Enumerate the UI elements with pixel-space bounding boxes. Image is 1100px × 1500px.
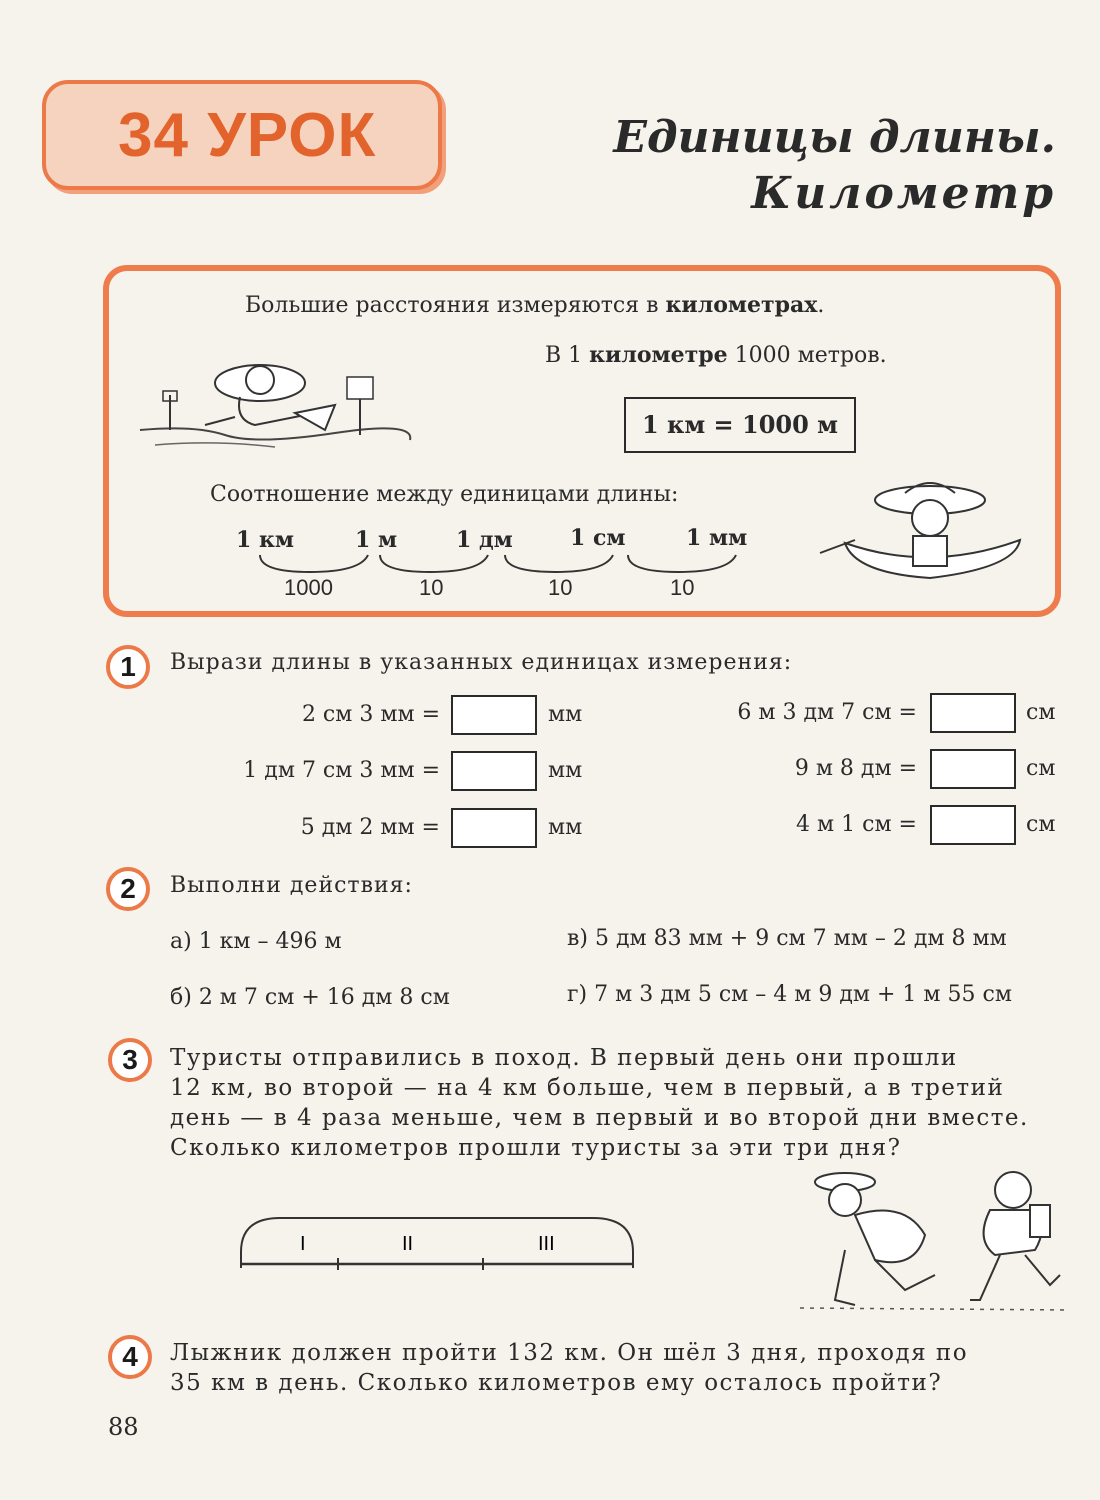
- task-2-item-b: б) 2 м 7 см + 16 дм 8 см: [170, 985, 450, 1010]
- answer-box[interactable]: [451, 695, 537, 735]
- segment-label-2: II: [402, 1233, 414, 1255]
- task-2-item-v: в) 5 дм 83 мм + 9 см 7 мм – 2 дм 8 мм: [567, 926, 1007, 951]
- task-1-right-unit-1: см: [1026, 700, 1056, 725]
- task-2-text: Выполни действия:: [170, 873, 413, 898]
- task-1-left-expr-3: 5 дм 2 мм =: [300, 815, 440, 840]
- factor-m-dm: 10: [419, 575, 444, 600]
- task-3-line-1: Туристы отправились в поход. В первый день они прошли: [170, 1045, 958, 1071]
- task-3-line-4: Сколько километров прошли туристы за эти три дня?: [170, 1135, 902, 1161]
- task-1-left-unit-2: мм: [548, 758, 583, 783]
- task-3-line-2: 12 км, во второй — на 4 км больше, чем в первый, а в третий: [170, 1075, 1005, 1101]
- factor-dm-cm: 10: [548, 575, 573, 600]
- tourists-illustration: [795, 1160, 1075, 1320]
- answer-box[interactable]: [930, 693, 1016, 733]
- task-1-right-expr-3: 4 м 1 см =: [796, 812, 917, 837]
- rule-line-2-text: В 1: [545, 343, 590, 368]
- relation-title: Соотношение между единицами длины:: [210, 482, 679, 507]
- segment-diagram: [235, 1212, 640, 1277]
- answer-box[interactable]: [451, 751, 537, 791]
- task-1-left-unit-3: мм: [548, 815, 583, 840]
- task-2-item-a: а) 1 км – 496 м: [170, 929, 342, 954]
- task-1-right-unit-3: см: [1026, 812, 1056, 837]
- factor-cm-mm: 10: [670, 575, 695, 600]
- task-1-left-expr-1: 2 см 3 мм =: [301, 702, 440, 727]
- task-1-right-expr-2: 9 м 8 дм =: [794, 756, 917, 781]
- answer-box[interactable]: [930, 805, 1016, 845]
- rule-line-1-text: Большие расстояния измеряются в: [245, 293, 666, 318]
- formula-box: 1 км = 1000 м: [624, 397, 856, 453]
- task-3-line-3: день — в 4 раза меньше, чем в первый и во второй дни вместе.: [170, 1105, 1029, 1131]
- task-1-left-unit-1: мм: [548, 702, 583, 727]
- cat-sled-illustration: [815, 478, 1040, 598]
- task-1-number: 1: [106, 645, 150, 689]
- task-1-right-expr-1: 6 м 3 дм 7 см =: [737, 700, 917, 725]
- task-2-item-g: г) 7 м 3 дм 5 см – 4 м 9 дм + 1 м 55 см: [567, 982, 1012, 1007]
- task-3-number: 3: [108, 1038, 152, 1082]
- rule-line-2-bold: километре: [589, 342, 728, 368]
- task-1-left-expr-2: 1 дм 7 см 3 мм =: [243, 758, 440, 783]
- unit-dm: 1 дм: [456, 527, 513, 553]
- task-4-number: 4: [108, 1335, 152, 1379]
- cat-running-illustration: [135, 335, 415, 465]
- unit-cm: 1 см: [570, 525, 626, 551]
- task-4-line-1: Лыжник должен пройти 132 км. Он шёл 3 дня, проходя по: [170, 1340, 969, 1366]
- rule-line-2: [545, 342, 887, 368]
- unit-mm: 1 мм: [686, 525, 748, 551]
- page-number: 88: [108, 1413, 139, 1441]
- task-1-right-unit-2: см: [1026, 756, 1056, 781]
- lesson-number: 34 УРОК: [118, 101, 377, 170]
- task-4-line-2: 35 км в день. Сколько километров ему осталось пройти?: [170, 1370, 943, 1396]
- rule-line-1-bold: километрах: [665, 292, 818, 318]
- rule-line-2-end: 1000 метров.: [727, 343, 887, 368]
- segment-label-1: I: [300, 1233, 306, 1255]
- unit-m: 1 м: [355, 527, 398, 553]
- rule-line-1-end: .: [817, 293, 825, 318]
- rule-line-1: [245, 292, 824, 318]
- answer-box[interactable]: [451, 808, 537, 848]
- factor-km-m: 1000: [284, 575, 333, 600]
- page-title-line2: Километр: [751, 168, 1056, 219]
- answer-box[interactable]: [930, 749, 1016, 789]
- unit-km: 1 км: [236, 527, 294, 553]
- page-title-line1: Единицы длины.: [613, 112, 1056, 163]
- task-1-text: Вырази длины в указанных единицах измерения:: [170, 650, 793, 675]
- segment-label-3: III: [538, 1233, 555, 1255]
- task-2-number: 2: [106, 867, 150, 911]
